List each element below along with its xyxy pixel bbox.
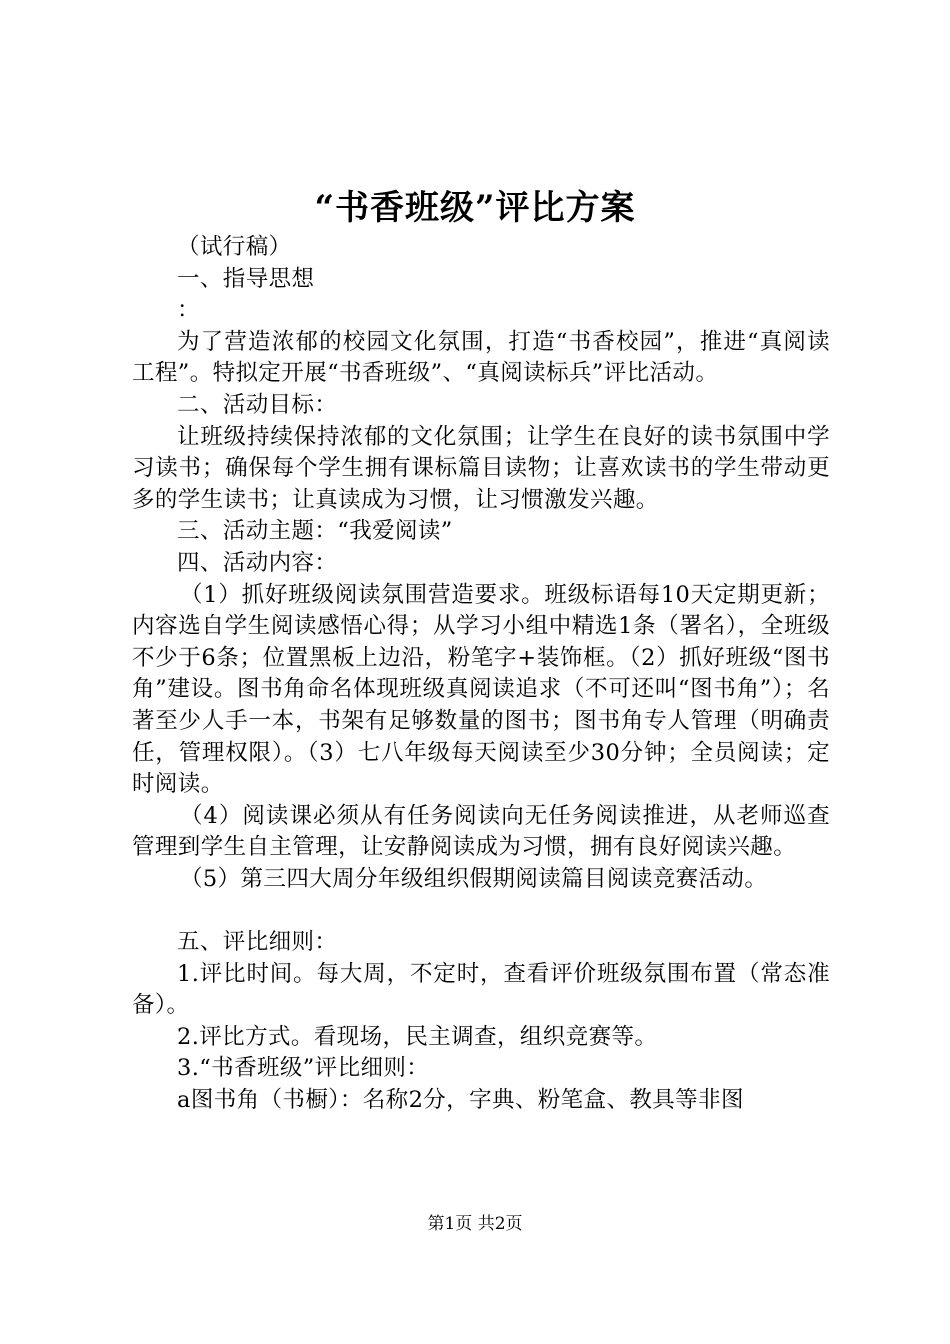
paragraph-content-4: （4）阅读课必须从有任务阅读向无任务阅读推进，从老师巡查管理到学生自主管理，让安静阅读成为习惯，拥有良好阅读兴趣。 <box>132 802 830 861</box>
paragraph-content-5: （5）第三四大周分年级组织假期阅读篇目阅读竞赛活动。 <box>180 865 768 892</box>
paragraph-guiding-idea: 为了营造浓郁的校园文化氛围，打造“书香校园”，推进“真阅读工程”。特拟定开展“书香班级”、“真阅读标兵”评比活动。 <box>132 328 830 387</box>
section-heading-1: 一、指导思想 <box>177 265 315 292</box>
document-body <box>132 232 830 1117</box>
section-heading-5: 五、评比细则： <box>177 929 338 956</box>
rule-item-3: 3.“书香班级”评比细则： <box>177 1055 430 1082</box>
section-heading-3: 三、活动主题：“我爱阅读” <box>177 518 453 545</box>
page-number-footer: 第1页 共2页 <box>427 1214 523 1234</box>
section-heading-2: 二、活动目标： <box>177 391 338 418</box>
draft-note: （试行稿） <box>177 234 292 260</box>
rule-item-a: a图书角（书橱）：名称2分，字典、粉笔盒、教具等非图 <box>177 1087 744 1114</box>
section-heading-4: 四、活动内容： <box>177 549 338 576</box>
paragraph-content-1-3: （1）抓好班级阅读氛围营造要求。班级标语每10天定期更新；内容选自学生阅读感悟心得；从学习小组中精选1条（署名），全班级不少于6条；位置黑板上边沿，粉笔字+装饰框。（2）抓好班级“图书角”建设。图书角命名体现班级真阅读追求（不可还叫“图书角”）；名著至少人手一本，书架有足够数量的图书；图书角专人管理（明确责任，管理权限）。（3）七八年级每天阅读至少30分钟；全员阅读；定时阅读。 <box>132 581 830 798</box>
document-title: “书香班级”评比方案 <box>314 188 636 228</box>
blank-line <box>132 895 830 927</box>
paragraph-goals: 让班级持续保持浓郁的文化氛围；让学生在良好的读书氛围中学习读书；确保每个学生拥有课标篇目读物；让喜欢读书的学生带动更多的学生读书；让真读成为习惯，让习惯激发兴趣。 <box>132 423 830 513</box>
colon-line: ： <box>177 297 200 324</box>
rule-item-1: 1.评比时间。每大周，不定时，查看评价班级氛围布置（常态准备）。 <box>132 960 830 1019</box>
rule-item-2: 2.评比方式。看现场，民主调查，组织竞赛等。 <box>177 1023 658 1050</box>
